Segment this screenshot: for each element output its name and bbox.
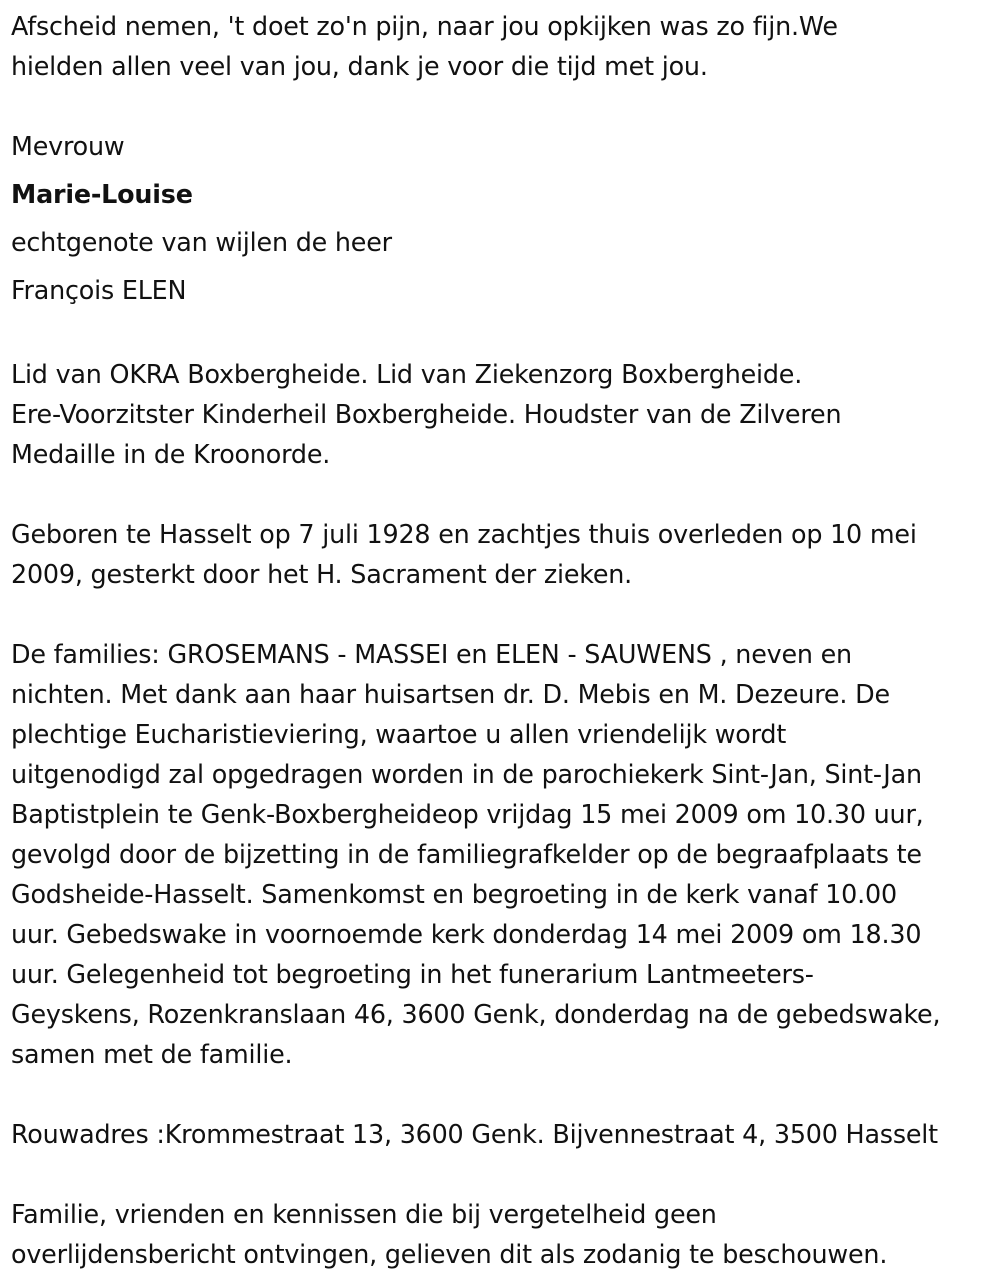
poem-text: Afscheid nemen, 't doet zo'n pijn, naar jou opkijken was zo fijn.We hielden allen veel van jou, dank je voor die tijd met jou.	[11, 11, 838, 81]
spacer	[11, 1074, 1000, 1114]
birth-death-text: Geboren te Hasselt op 7 juli 1928 en zachtjes thuis overleden op 10 mei 2009, gesterkt door het H. Sacrament der zieken.	[11, 519, 917, 589]
spacer	[11, 474, 1000, 514]
closing-text: Familie, vrienden en kennissen die bij vergetelheid geen overlijdensbericht ontvingen, gelieven dit als zodanig te beschouwen.	[11, 1199, 888, 1269]
mourning-address-text: Rouwadres :Krommestraat 13, 3600 Genk. Bijvennestraat 4, 3500 Hasselt	[11, 1119, 938, 1149]
spouse-name: François ELEN	[11, 275, 187, 305]
deceased-first-name: Marie-Louise	[11, 179, 193, 209]
spacer	[11, 86, 1000, 126]
spacer	[11, 1154, 1000, 1194]
families-funeral-text: De families: GROSEMANS - MASSEI en ELEN - SAUWENS , neven en nichten. Met dank aan haar huisartsen dr. D. Mebis en M. Dezeure. De plechtige Eucharistieviering, waartoe u allen vriendelijk wordt uitgenodigd zal opgedragen worden in de parochiekerk Sint-Jan, Sint-Jan Baptistplein te Genk-Boxbergheideop vrijdag 15 mei 2009 om 10.30 uur, gevolgd door de bijzetting in de familiegrafkelder op de begraafplaats te Godsheide-Hasselt. Samenkomst en begroeting in de kerk vanaf 10.00 uur. Gebedswake in voornoemde kerk donderdag 14 mei 2009 om 18.30 uur. Gelegenheid tot begroeting in het funerarium Lantmeeters- Geyskens, Rozenkranslaan 46, 3600 Genk, donderdag na de gebedswake, samen met de familie.	[11, 639, 941, 1069]
title-text: Mevrouw	[11, 131, 125, 161]
spacer	[11, 314, 1000, 354]
spouse-prefix-text: echtgenote van wijlen de heer	[11, 227, 392, 257]
memberships-text: Lid van OKRA Boxbergheide. Lid van Ziekenzorg Boxbergheide. Ere-Voorzitster Kinderheil Boxbergheide. Houdster van de Zilveren Medaille in de Kroonorde.	[11, 359, 842, 469]
spacer	[11, 594, 1000, 634]
